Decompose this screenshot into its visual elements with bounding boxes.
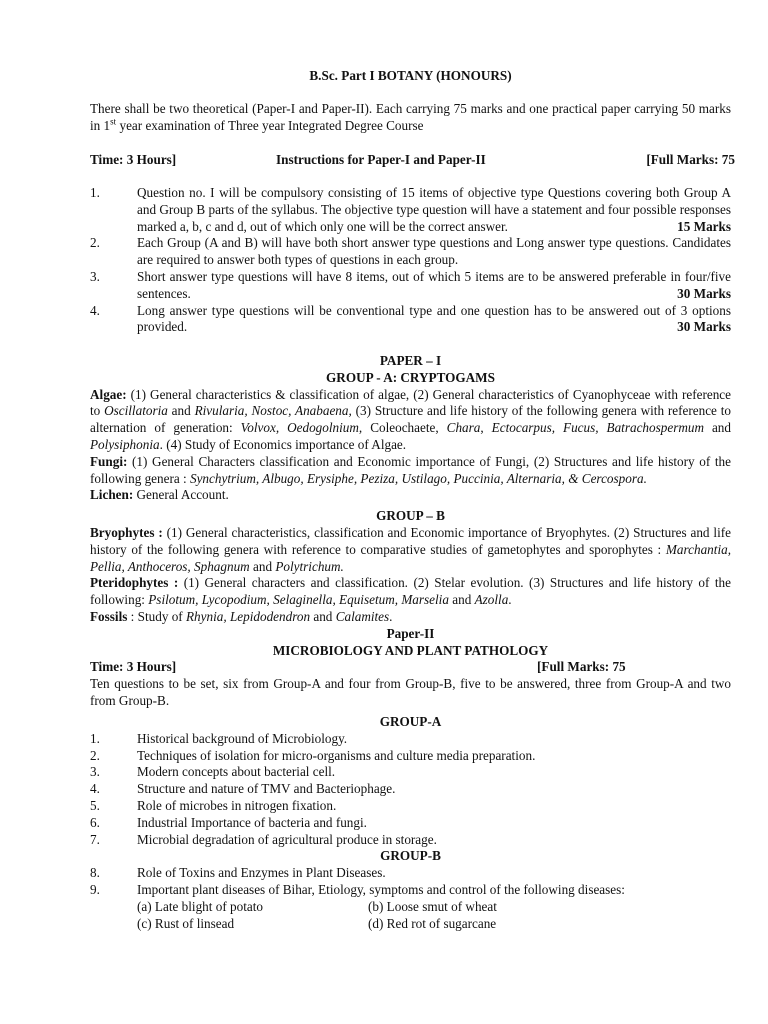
genus-name: Azolla [474, 592, 509, 608]
bryophytes-text: and [249, 558, 276, 574]
genus-name: Chara [446, 420, 481, 436]
instructions-list [90, 185, 731, 336]
item-number: 6. [90, 814, 100, 830]
paper1-group-b-heading: GROUP – B [376, 508, 445, 524]
item-text: Structure and nature of TMV and Bacteriophage. [137, 781, 396, 797]
group-b-list [90, 865, 731, 932]
item-text: Short answer type questions will have 8 items, out of which 5 items are to be answered preferable in four/five sentences. [137, 268, 731, 301]
algae-text: and [703, 420, 731, 436]
disease-options-row [137, 899, 731, 916]
pteridophytes-text: . [508, 592, 512, 608]
time-label: Time: 3 Hours] [90, 152, 177, 167]
item-text: Industrial Importance of bacteria and fungi. [137, 814, 367, 830]
disease-option: (a) Late blight of potato [137, 898, 263, 914]
genus-name: Psilotum, Lycopodium, Selaginella, Equisetum, Marselia [148, 592, 449, 608]
item-marks: 30 Marks [677, 285, 731, 301]
item-marks: 15 Marks [677, 218, 731, 234]
algae-paragraph [90, 387, 731, 454]
fungi-paragraph [90, 454, 731, 488]
list-item [90, 832, 731, 849]
item-number: 1. [90, 185, 100, 200]
instructions-header-row [90, 152, 735, 169]
paper2-subheading: MICROBIOLOGY AND PLANT PATHOLOGY [272, 642, 549, 658]
lichen-paragraph [90, 487, 731, 504]
list-item [90, 781, 731, 798]
algae-text: (3) Structure and life history of the following genera with reference to alternation of generation: [90, 403, 731, 436]
genus-name: Ectocarpus, Fucus, Batrachospermum [491, 420, 704, 436]
item-text: Historical background of Microbiology. [137, 730, 348, 746]
item-text: Long answer type questions will be conventional type and one question has to be answered out of 3 options provided. [137, 302, 731, 335]
intro-paragraph [90, 101, 731, 135]
list-item [90, 764, 731, 781]
algae-text: Coleochaete, [362, 420, 447, 436]
item-number: 4. [90, 781, 100, 797]
item-number: 3. [90, 764, 100, 780]
disease-option: (d) Red rot of sugarcane [368, 915, 497, 931]
document-title: B.Sc. Part I BOTANY (HONOURS) [309, 68, 512, 83]
disease-options-row [137, 916, 731, 933]
item-number: 5. [90, 797, 100, 813]
genus-name: Marchantia, Pellia, Anthoceros, Sphagnum [90, 541, 731, 574]
instruction-item [90, 235, 731, 269]
genus-name: Polysiphonia [90, 436, 160, 452]
algae-text: (1) General characteristics & classification of algae, (2) General characteristics of Cyanophyceae with reference to [90, 386, 731, 419]
paper2-full-marks-label: [Full Marks: 75 [537, 659, 626, 675]
paper2-note: Ten questions to be set, six from Group-A and four from Group-B, five to be answered, three from Group-A and two from Group-B. [90, 676, 731, 709]
algae-text: . (4) Study of Economics importance of Algae. [159, 436, 407, 452]
lichen-label: Lichen: [90, 487, 134, 503]
genus-name: Rhynia, Lepidodendron [186, 608, 311, 624]
list-item [90, 882, 731, 932]
list-item [90, 731, 731, 748]
genus-name: Calamites [335, 608, 390, 624]
item-number: 2. [90, 235, 100, 251]
item-text: Question no. I will be compulsory consisting of 15 items of objective type Questions covering both Group A and Group B parts of the syllabus. The objective type question will have a statement and four possible responses marked a, b, c and d, out of which only one will be the correct answer. [137, 185, 731, 234]
item-number: 3. [90, 268, 100, 284]
intro-text-2: year examination of Three year Integrated Degree Course [116, 117, 424, 133]
paper2-heading: Paper-II [386, 625, 435, 641]
item-text: Techniques of isolation for micro-organisms and culture media preparation. [137, 747, 536, 763]
item-number: 9. [90, 881, 100, 897]
item-text: Role of microbes in nitrogen fixation. [137, 797, 337, 813]
full-marks-label: [Full Marks: 75 [646, 152, 735, 167]
algae-text: , [480, 420, 492, 436]
fungi-text: (1) General Characters classification and Economic importance of Fungi, (2) Structures and life history of the following genera : [90, 453, 731, 486]
pteridophytes-text: (1) General characters and classification. (2) Stelar evolution. (3) Structures and life history of the following: [90, 575, 731, 608]
paper1-heading: PAPER – I [379, 353, 442, 368]
disease-option: (c) Rust of linsead [137, 915, 235, 931]
instructions-heading: Instructions for Paper-I and Paper-II [276, 152, 486, 167]
paper2-header-row [90, 659, 731, 676]
fossils-text: and [310, 608, 336, 624]
fossils-text: . [389, 608, 393, 624]
list-item [90, 748, 731, 765]
item-text: Important plant diseases of Bihar, Etiology, symptoms and control of the following diseases: [137, 881, 625, 897]
algae-label: Algae: [90, 386, 127, 402]
genus-name: Oscillatoria [104, 403, 168, 419]
bryophytes-label: Bryophytes : [90, 524, 163, 540]
item-text: Microbial degradation of agricultural produce in storage. [137, 831, 437, 847]
paper1-section [90, 353, 731, 932]
bryophytes-paragraph [90, 525, 731, 575]
list-item [90, 815, 731, 832]
item-number: 7. [90, 831, 100, 847]
fungi-label: Fungi: [90, 453, 128, 469]
instruction-item [90, 303, 731, 337]
item-number: 2. [90, 747, 100, 763]
genus-name: Synchytrium, Albugo, Erysiphe, Peziza, Ustilago, Puccinia, Alternaria, & Cercospora. [189, 470, 647, 486]
item-number: 1. [90, 730, 100, 746]
fossils-label: Fossils [90, 608, 128, 624]
paper2-time-label: Time: 3 Hours] [90, 659, 177, 675]
item-text: Modern concepts about bacterial cell. [137, 764, 336, 780]
item-number: 4. [90, 302, 100, 318]
instruction-item [90, 185, 731, 235]
group-a-list [90, 731, 731, 849]
genus-name: Volvox, Oedogolnium, [240, 420, 363, 436]
fossils-text: : Study of [127, 608, 186, 624]
disease-option: (b) Loose smut of wheat [368, 898, 497, 914]
genus-name: Polytrichum. [275, 558, 344, 574]
item-number: 8. [90, 865, 100, 881]
intro-superscript: st [110, 116, 117, 127]
list-item [90, 865, 731, 882]
paper1-group-a-heading: GROUP - A: CRYPTOGAMS [326, 369, 495, 385]
list-item [90, 798, 731, 815]
instruction-item [90, 269, 731, 303]
lichen-text: General Account. [133, 487, 229, 503]
genus-name: Rivularia, Nostoc, Anabaena, [194, 403, 352, 419]
pteridophytes-text: and [448, 592, 475, 608]
pteridophytes-label: Pteridophytes : [90, 575, 179, 591]
paper2-group-b-heading: GROUP-B [380, 848, 441, 864]
item-marks: 30 Marks [677, 319, 731, 335]
item-text: Each Group (A and B) will have both short answer type questions and Long answer type questions. Candidates are required to answer both types of questions in each group. [137, 235, 731, 268]
paper2-group-a-heading: GROUP-A [379, 713, 442, 729]
item-text: Role of Toxins and Enzymes in Plant Diseases. [137, 865, 386, 881]
pteridophytes-paragraph [90, 575, 731, 609]
algae-text: and [167, 403, 195, 419]
bryophytes-text: (1) General characteristics, classification and Economic importance of Bryophytes. (2) Structures and life history of the following genera with reference to comparative studies of gametophytes and sporophytes : [90, 524, 731, 557]
fossils-paragraph [90, 609, 731, 626]
intro-text-1: There shall be two theoretical (Paper-I and Paper-II). Each carrying 75 marks and one practical paper carrying 50 marks in 1 [90, 101, 731, 133]
